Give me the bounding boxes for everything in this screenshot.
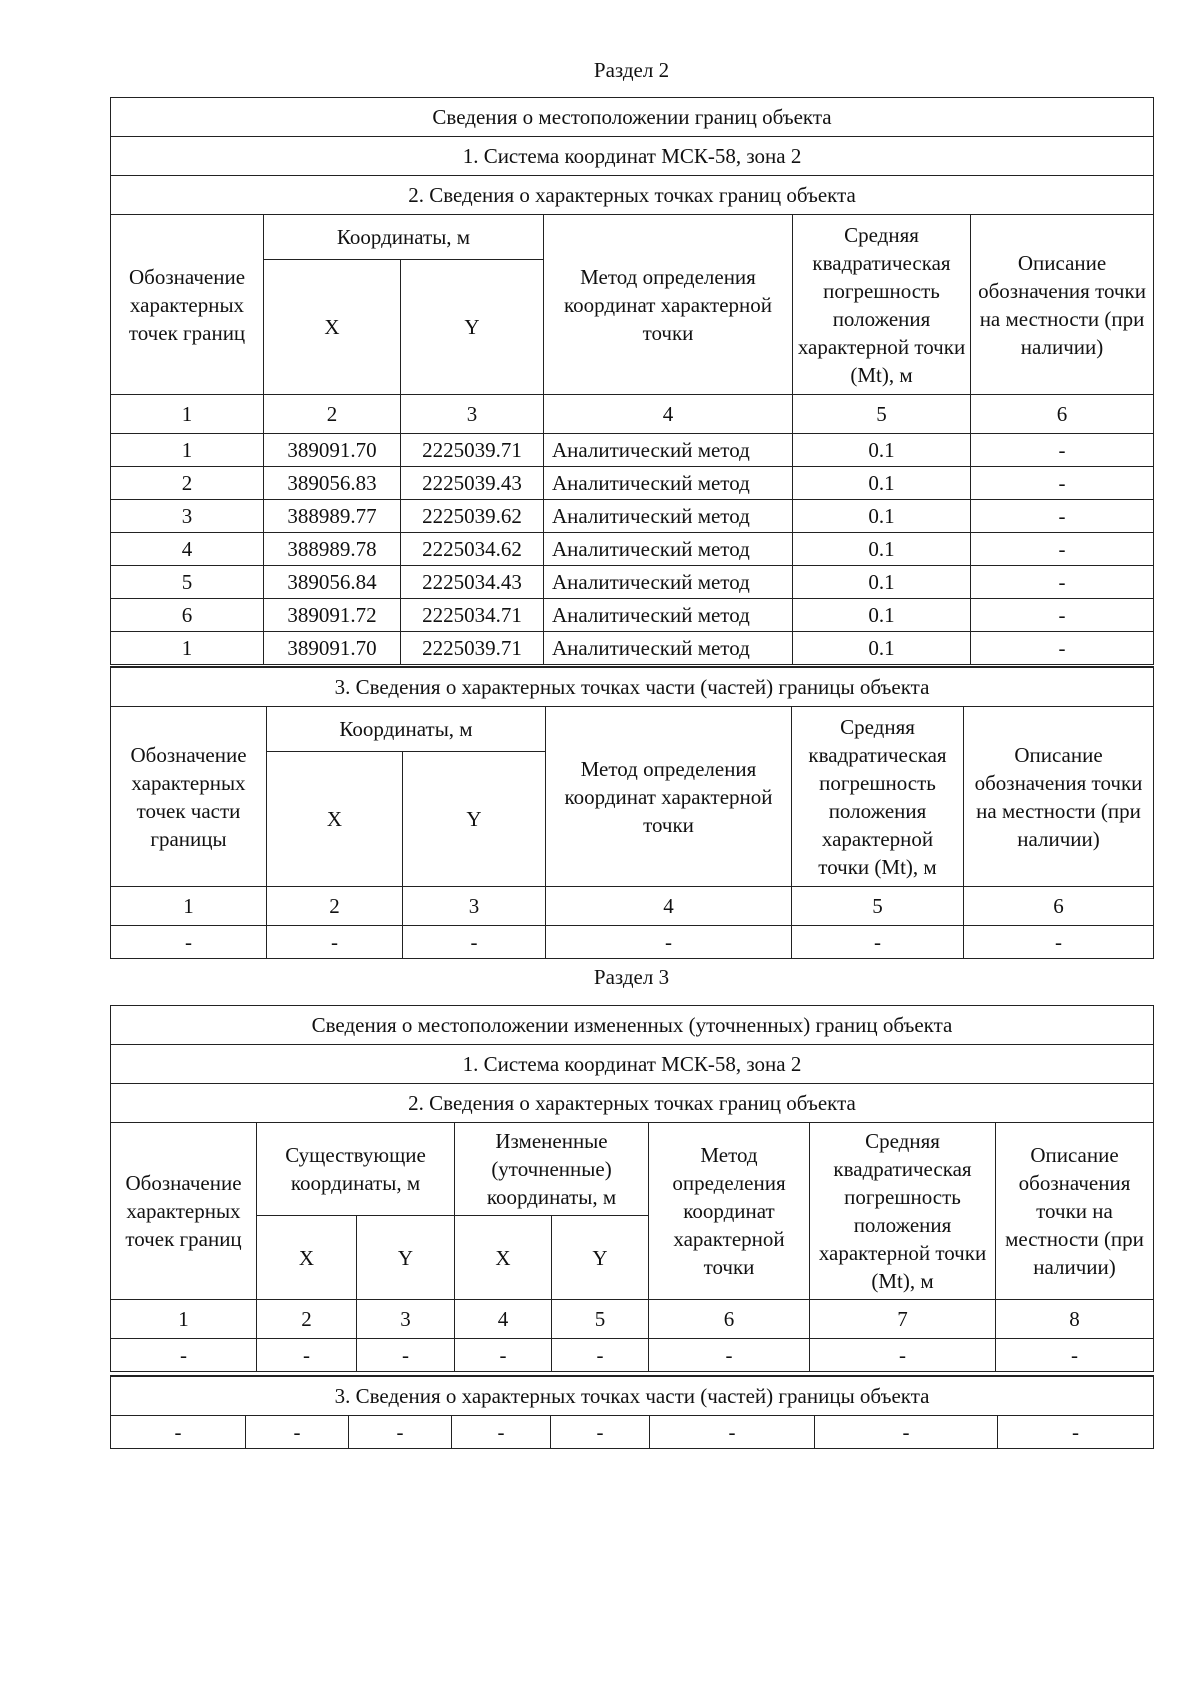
cell: - bbox=[246, 1416, 349, 1449]
col-y: Y bbox=[403, 752, 546, 887]
col-coords: Координаты, м bbox=[264, 215, 544, 260]
col-number: 5 bbox=[793, 395, 971, 434]
coord-y: 2225034.43 bbox=[401, 566, 544, 599]
description: - bbox=[971, 434, 1154, 467]
col-number: 2 bbox=[267, 887, 403, 926]
col-number: 1 bbox=[111, 1300, 257, 1339]
column-numbers-row bbox=[111, 1300, 1154, 1339]
error: 0.1 bbox=[793, 467, 971, 500]
cell: - bbox=[257, 1339, 357, 1372]
table-row bbox=[111, 434, 1154, 467]
col-number: 2 bbox=[264, 395, 401, 434]
col-coords: Координаты, м bbox=[267, 707, 546, 752]
cell: - bbox=[551, 1416, 650, 1449]
description: - bbox=[971, 632, 1154, 665]
col-number: 6 bbox=[649, 1300, 810, 1339]
coord-y: 2225034.62 bbox=[401, 533, 544, 566]
table-row bbox=[111, 566, 1154, 599]
description: - bbox=[971, 533, 1154, 566]
col-x: X bbox=[267, 752, 403, 887]
col-number: 3 bbox=[357, 1300, 455, 1339]
col-number: 4 bbox=[546, 887, 792, 926]
method: Аналитический метод bbox=[544, 599, 793, 632]
error: 0.1 bbox=[793, 599, 971, 632]
coord-x: 388989.78 bbox=[264, 533, 401, 566]
method: Аналитический метод bbox=[544, 533, 793, 566]
col-y: Y bbox=[401, 260, 544, 395]
cell: - bbox=[403, 926, 546, 959]
col-x-existing: X bbox=[257, 1216, 357, 1300]
cell: - bbox=[815, 1416, 998, 1449]
col-x: X bbox=[264, 260, 401, 395]
col-x-changed: X bbox=[455, 1216, 552, 1300]
section-3-coord-system: 1. Система координат МСК-58, зона 2 bbox=[111, 1045, 1154, 1084]
section-2-parts-title: 3. Сведения о характерных точках части (частей) границы объекта bbox=[111, 667, 1154, 707]
col-description: Описание обозначения точки на местности (при наличии) bbox=[971, 215, 1154, 395]
cell: - bbox=[649, 1339, 810, 1372]
cell: - bbox=[452, 1416, 551, 1449]
cell: - bbox=[964, 926, 1154, 959]
col-y-changed: Y bbox=[552, 1216, 649, 1300]
cell: - bbox=[996, 1339, 1154, 1372]
section-3-header: Сведения о местоположении измененных (уточненных) границ объекта bbox=[111, 1006, 1154, 1045]
cell: - bbox=[111, 1416, 246, 1449]
section-2-header: Сведения о местоположении границ объекта bbox=[111, 98, 1154, 137]
error: 0.1 bbox=[793, 434, 971, 467]
table-row bbox=[111, 599, 1154, 632]
description: - bbox=[971, 500, 1154, 533]
col-changed-coords: Измененные (уточненные) координаты, м bbox=[455, 1123, 649, 1216]
col-number: 5 bbox=[792, 887, 964, 926]
cell: - bbox=[552, 1339, 649, 1372]
cell: - bbox=[546, 926, 792, 959]
column-numbers-row bbox=[111, 887, 1154, 926]
coord-y: 2225039.62 bbox=[401, 500, 544, 533]
col-number: 7 bbox=[810, 1300, 996, 1339]
point-number: 6 bbox=[111, 599, 264, 632]
point-number: 1 bbox=[111, 632, 264, 665]
col-method: Метод определения координат характерной точки bbox=[544, 215, 793, 395]
coord-x: 388989.77 bbox=[264, 500, 401, 533]
col-number: 4 bbox=[455, 1300, 552, 1339]
section-3-points-title: 2. Сведения о характерных точках границ объекта bbox=[111, 1084, 1154, 1123]
table-row bbox=[111, 533, 1154, 566]
error: 0.1 bbox=[793, 500, 971, 533]
col-number: 6 bbox=[971, 395, 1154, 434]
col-number: 6 bbox=[964, 887, 1154, 926]
point-number: 3 bbox=[111, 500, 264, 533]
section-3-table bbox=[110, 1005, 1154, 1372]
col-error: Средняя квадратическая погрешность положения характерной точки (Mt), м bbox=[810, 1123, 996, 1300]
cell: - bbox=[455, 1339, 552, 1372]
method: Аналитический метод bbox=[544, 566, 793, 599]
point-number: 5 bbox=[111, 566, 264, 599]
point-number: 4 bbox=[111, 533, 264, 566]
error: 0.1 bbox=[793, 566, 971, 599]
col-number: 2 bbox=[257, 1300, 357, 1339]
coord-x: 389091.70 bbox=[264, 434, 401, 467]
col-method: Метод определения координат характерной точки bbox=[546, 707, 792, 887]
col-number: 4 bbox=[544, 395, 793, 434]
cell: - bbox=[111, 926, 267, 959]
table-row bbox=[111, 1416, 1154, 1449]
coord-x: 389091.70 bbox=[264, 632, 401, 665]
column-numbers-row bbox=[111, 395, 1154, 434]
cell: - bbox=[650, 1416, 815, 1449]
col-number: 8 bbox=[996, 1300, 1154, 1339]
description: - bbox=[971, 599, 1154, 632]
method: Аналитический метод bbox=[544, 632, 793, 665]
coord-x: 389091.72 bbox=[264, 599, 401, 632]
col-error: Средняя квадратическая погрешность положения характерной точки (Mt), м bbox=[792, 707, 964, 887]
coord-y: 2225039.71 bbox=[401, 632, 544, 665]
coord-x: 389056.84 bbox=[264, 566, 401, 599]
section-2-points-title: 2. Сведения о характерных точках границ объекта bbox=[111, 176, 1154, 215]
section-3-parts-title: 3. Сведения о характерных точках части (частей) границы объекта bbox=[111, 1376, 1154, 1416]
section-2-title: Раздел 2 bbox=[593, 58, 670, 82]
col-description: Описание обозначения точки на местности (при наличии) bbox=[996, 1123, 1154, 1300]
table-row bbox=[111, 632, 1154, 665]
col-description: Описание обозначения точки на местности (при наличии) bbox=[964, 707, 1154, 887]
coord-y: 2225034.71 bbox=[401, 599, 544, 632]
coord-y: 2225039.43 bbox=[401, 467, 544, 500]
table-row bbox=[111, 926, 1154, 959]
section-3-parts-table bbox=[110, 1375, 1154, 1449]
col-y-existing: Y bbox=[357, 1216, 455, 1300]
cell: - bbox=[998, 1416, 1154, 1449]
cell: - bbox=[349, 1416, 452, 1449]
table-row bbox=[111, 1339, 1154, 1372]
cell: - bbox=[111, 1339, 257, 1372]
col-designation: Обозначение характерных точек части границы bbox=[111, 707, 267, 887]
col-existing-coords: Существующие координаты, м bbox=[257, 1123, 455, 1216]
cell: - bbox=[792, 926, 964, 959]
method: Аналитический метод bbox=[544, 467, 793, 500]
section-2-coord-system: 1. Система координат МСК-58, зона 2 bbox=[111, 137, 1154, 176]
table-row bbox=[111, 500, 1154, 533]
method: Аналитический метод bbox=[544, 500, 793, 533]
point-number: 2 bbox=[111, 467, 264, 500]
cell: - bbox=[357, 1339, 455, 1372]
col-designation: Обозначение характерных точек границ bbox=[111, 1123, 257, 1300]
error: 0.1 bbox=[793, 533, 971, 566]
description: - bbox=[971, 566, 1154, 599]
table-row bbox=[111, 467, 1154, 500]
method: Аналитический метод bbox=[544, 434, 793, 467]
col-number: 3 bbox=[401, 395, 544, 434]
cell: - bbox=[810, 1339, 996, 1372]
coord-x: 389056.83 bbox=[264, 467, 401, 500]
coord-y: 2225039.71 bbox=[401, 434, 544, 467]
col-number: 3 bbox=[403, 887, 546, 926]
col-error: Средняя квадратическая погрешность положения характерной точки (Mt), м bbox=[793, 215, 971, 395]
cell: - bbox=[267, 926, 403, 959]
error: 0.1 bbox=[793, 632, 971, 665]
point-number: 1 bbox=[111, 434, 264, 467]
section-3-title: Раздел 3 bbox=[593, 965, 670, 989]
col-number: 1 bbox=[111, 395, 264, 434]
col-designation: Обозначение характерных точек границ bbox=[111, 215, 264, 395]
col-number: 5 bbox=[552, 1300, 649, 1339]
description: - bbox=[971, 467, 1154, 500]
col-number: 1 bbox=[111, 887, 267, 926]
section-2-parts-table bbox=[110, 666, 1154, 959]
col-method: Метод определения координат характерной точки bbox=[649, 1123, 810, 1300]
section-2-table bbox=[110, 97, 1154, 665]
